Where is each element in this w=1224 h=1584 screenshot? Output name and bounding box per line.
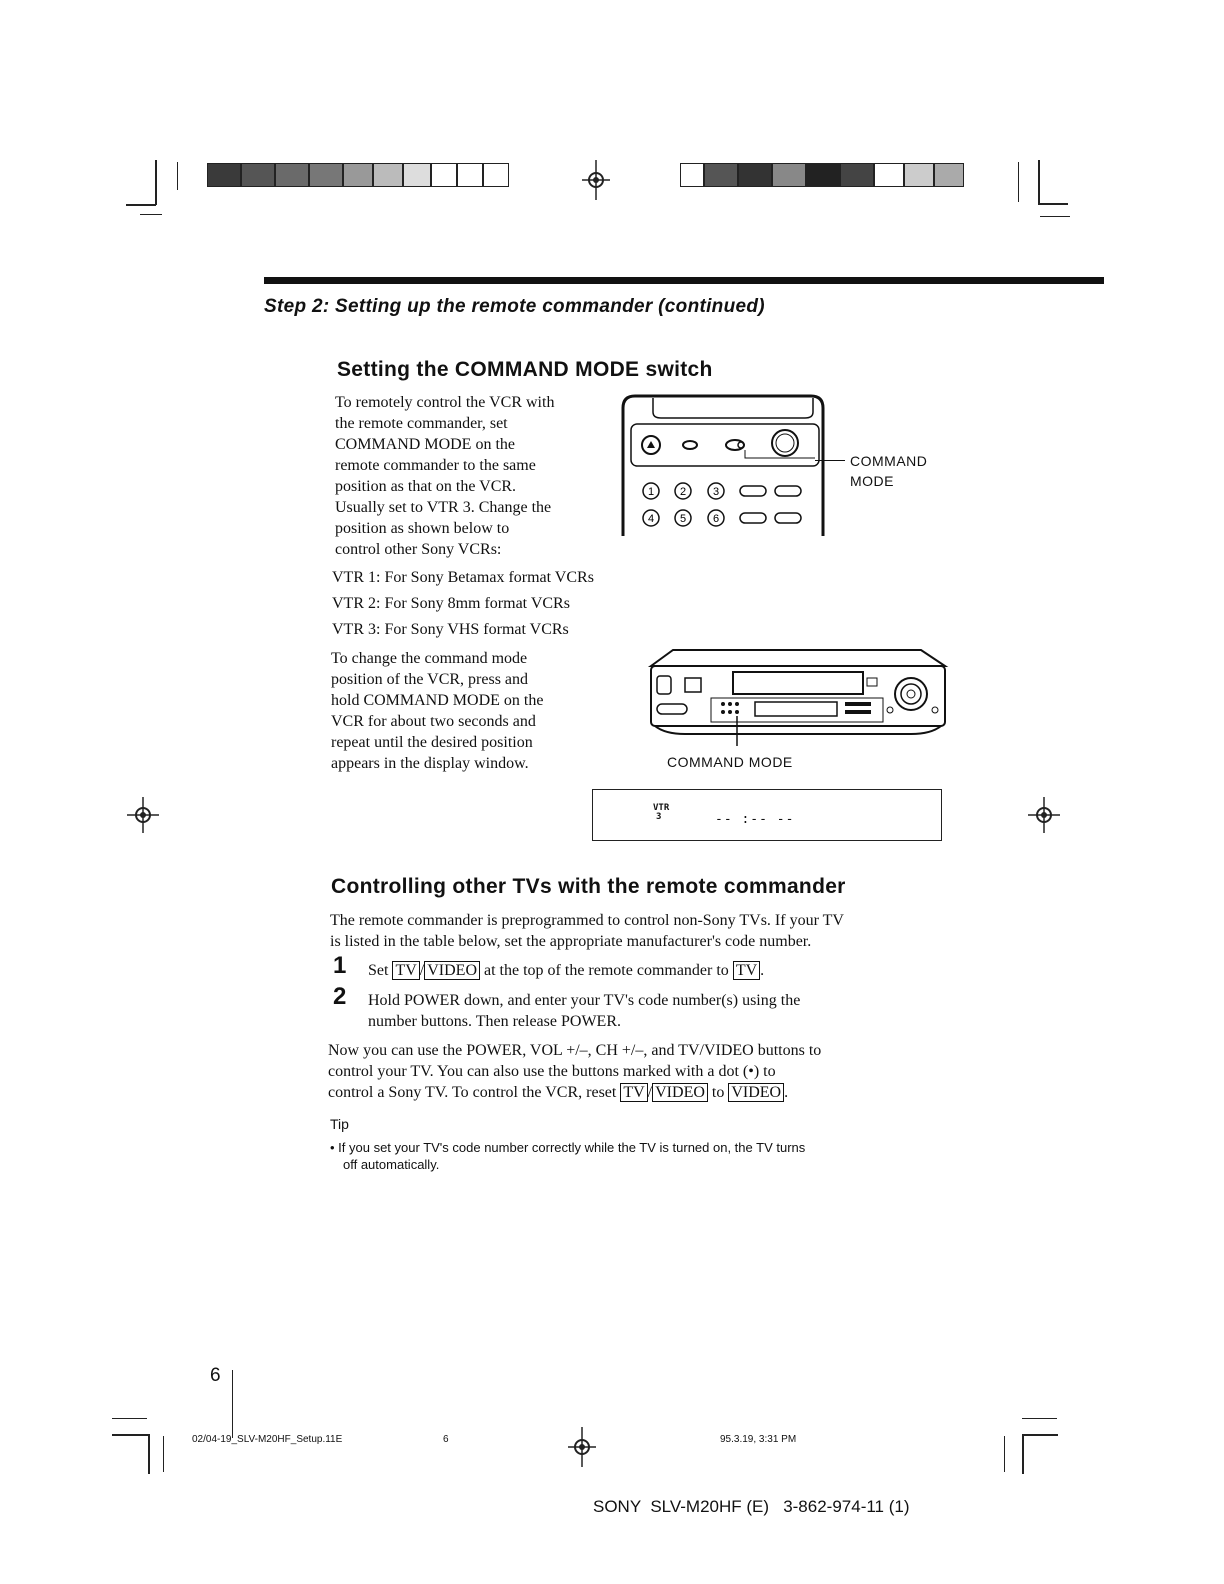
color-registration-strip-right xyxy=(680,163,964,187)
text-line: Usually set to VTR 3. Change the xyxy=(335,499,552,516)
text-line: control your TV. You can also use the buttons marked with a dot (•) to xyxy=(328,1063,776,1080)
button-label-4: 4 xyxy=(647,513,655,525)
text-line: is listed in the table below, set the appropriate manufacturer's code number. xyxy=(330,933,812,950)
registration-target-icon xyxy=(127,797,159,833)
vtr-label: VTR 1: xyxy=(332,569,381,586)
separator: / xyxy=(647,1084,653,1101)
vtr-list-item xyxy=(332,617,594,643)
text-line: position as that on the VCR. xyxy=(335,478,517,495)
video-switch-label: VIDEO xyxy=(424,961,480,980)
page-number: 6 xyxy=(210,1365,221,1386)
crop-mark xyxy=(112,1418,147,1419)
footer-model-line: SONY SLV-M20HF (E) 3-862-974-11 (1) xyxy=(593,1497,910,1516)
tip-text xyxy=(330,1139,950,1173)
text-segment: control a Sony TV. To control the VCR, reset xyxy=(328,1084,621,1101)
crop-mark xyxy=(155,160,157,205)
remote-commander-illustration xyxy=(615,388,835,538)
button-label-5: 5 xyxy=(679,513,687,525)
text-line: Hold POWER down, and enter your TV's code number(s) using the xyxy=(368,992,801,1009)
vtr-text: For Sony Betamax format VCRs xyxy=(384,569,594,586)
text-line: position as shown below to xyxy=(335,520,510,537)
text-line: VCR for about two seconds and xyxy=(331,713,536,730)
section-title-command-mode: Setting the COMMAND MODE switch xyxy=(337,358,713,381)
command-mode-paragraph xyxy=(335,392,625,560)
text-segment: . xyxy=(784,1084,789,1101)
vcr-illustration xyxy=(645,646,950,746)
color-registration-strip-left xyxy=(207,163,509,187)
crop-mark xyxy=(1022,1418,1057,1419)
video-switch-label: VIDEO xyxy=(728,1083,784,1102)
callout-line: COMMAND xyxy=(850,453,928,469)
video-switch-label: VIDEO xyxy=(652,1083,708,1102)
step-text: . xyxy=(760,962,765,979)
text-line: the remote commander, set xyxy=(335,415,508,432)
crop-mark xyxy=(1022,1434,1024,1474)
tip-heading: Tip xyxy=(330,1116,349,1132)
display-vtr-number: 3 xyxy=(656,812,662,822)
step-1-text xyxy=(368,960,764,981)
text-line: To change the command mode xyxy=(331,650,528,667)
footer-filename: 02/04-19_SLV-M20HF_Setup.11E xyxy=(192,1434,343,1445)
controlling-tvs-after xyxy=(328,1040,948,1103)
separator: / xyxy=(419,962,425,979)
tv-switch-label: TV xyxy=(733,961,760,980)
remote-command-mode-callout xyxy=(850,451,927,491)
footer-rule xyxy=(232,1370,233,1438)
text-line: Now you can use the POWER, VOL +/–, CH +/–, and TV/VIDEO buttons to xyxy=(328,1042,822,1059)
text-line: • If you set your TV's code number correctly while the TV is turned on, the TV turns xyxy=(330,1140,806,1155)
step-2-text xyxy=(368,990,928,1032)
registration-target-icon xyxy=(1028,797,1060,833)
button-label-6: 6 xyxy=(712,513,720,525)
header-rule xyxy=(264,277,1104,284)
display-time: -- :-- -- xyxy=(715,812,795,827)
text-line: off automatically. xyxy=(343,1157,440,1172)
crop-mark xyxy=(1038,160,1040,205)
crop-mark xyxy=(140,214,162,215)
text-line: control other Sony VCRs: xyxy=(335,541,502,558)
crop-mark xyxy=(1038,203,1068,205)
step-text: Set xyxy=(368,962,393,979)
crop-mark xyxy=(1040,216,1070,217)
button-label-3: 3 xyxy=(712,486,720,498)
page-header: Step 2: Setting up the remote commander (continued) xyxy=(264,296,765,317)
display-vtr-label xyxy=(653,804,669,822)
vtr-label: VTR 3: xyxy=(332,621,381,638)
section-title-controlling-tvs: Controlling other TVs with the remote commander xyxy=(331,875,846,898)
crop-mark xyxy=(177,162,178,190)
text-line: The remote commander is preprogrammed to control non-Sony TVs. If your TV xyxy=(330,912,844,929)
text-line: number buttons. Then release POWER. xyxy=(368,1013,621,1030)
step-number: 1 xyxy=(333,952,347,979)
display-vtr-text: VTR xyxy=(653,803,670,813)
callout-line: MODE xyxy=(850,473,894,489)
vtr-list-item xyxy=(332,565,594,591)
text-line: appears in the display window. xyxy=(331,755,529,772)
crop-mark xyxy=(126,204,156,206)
controlling-tvs-intro xyxy=(330,910,950,952)
registration-target-icon xyxy=(580,160,612,200)
crop-mark xyxy=(163,1436,164,1472)
step-number: 2 xyxy=(333,983,347,1010)
crop-mark xyxy=(1022,1434,1058,1436)
text-line: hold COMMAND MODE on the xyxy=(331,692,544,709)
text-line: To remotely control the VCR with xyxy=(335,394,555,411)
vtr-list-item xyxy=(332,591,594,617)
text-line: repeat until the desired position xyxy=(331,734,533,751)
text-line xyxy=(328,1082,948,1103)
button-label-2: 2 xyxy=(679,486,687,498)
footer-timestamp: 95.3.19, 3:31 PM xyxy=(720,1434,797,1445)
text-line: remote commander to the same xyxy=(335,457,536,474)
button-label-1: 1 xyxy=(647,486,655,498)
tv-switch-label: TV xyxy=(392,961,419,980)
display-window xyxy=(592,789,942,841)
vtr-list xyxy=(332,565,594,643)
vtr-label: VTR 2: xyxy=(332,595,381,612)
callout-leader-line xyxy=(815,460,845,461)
step-text: at the top of the remote commander to xyxy=(480,962,733,979)
text-segment: to xyxy=(707,1084,729,1101)
footer-file-page: 6 xyxy=(443,1434,449,1445)
tv-switch-label: TV xyxy=(620,1083,647,1102)
crop-mark xyxy=(1004,1436,1005,1472)
vcr-command-mode-callout: COMMAND MODE xyxy=(667,754,793,770)
crop-mark xyxy=(148,1434,150,1474)
vtr-text: For Sony VHS format VCRs xyxy=(384,621,569,638)
text-line: COMMAND MODE on the xyxy=(335,436,515,453)
text-line: position of the VCR, press and xyxy=(331,671,529,688)
registration-target-icon xyxy=(566,1427,598,1467)
vtr-text: For Sony 8mm format VCRs xyxy=(384,595,570,612)
crop-mark xyxy=(1018,162,1019,202)
crop-mark xyxy=(112,1434,150,1436)
vcr-command-mode-paragraph xyxy=(331,648,621,774)
